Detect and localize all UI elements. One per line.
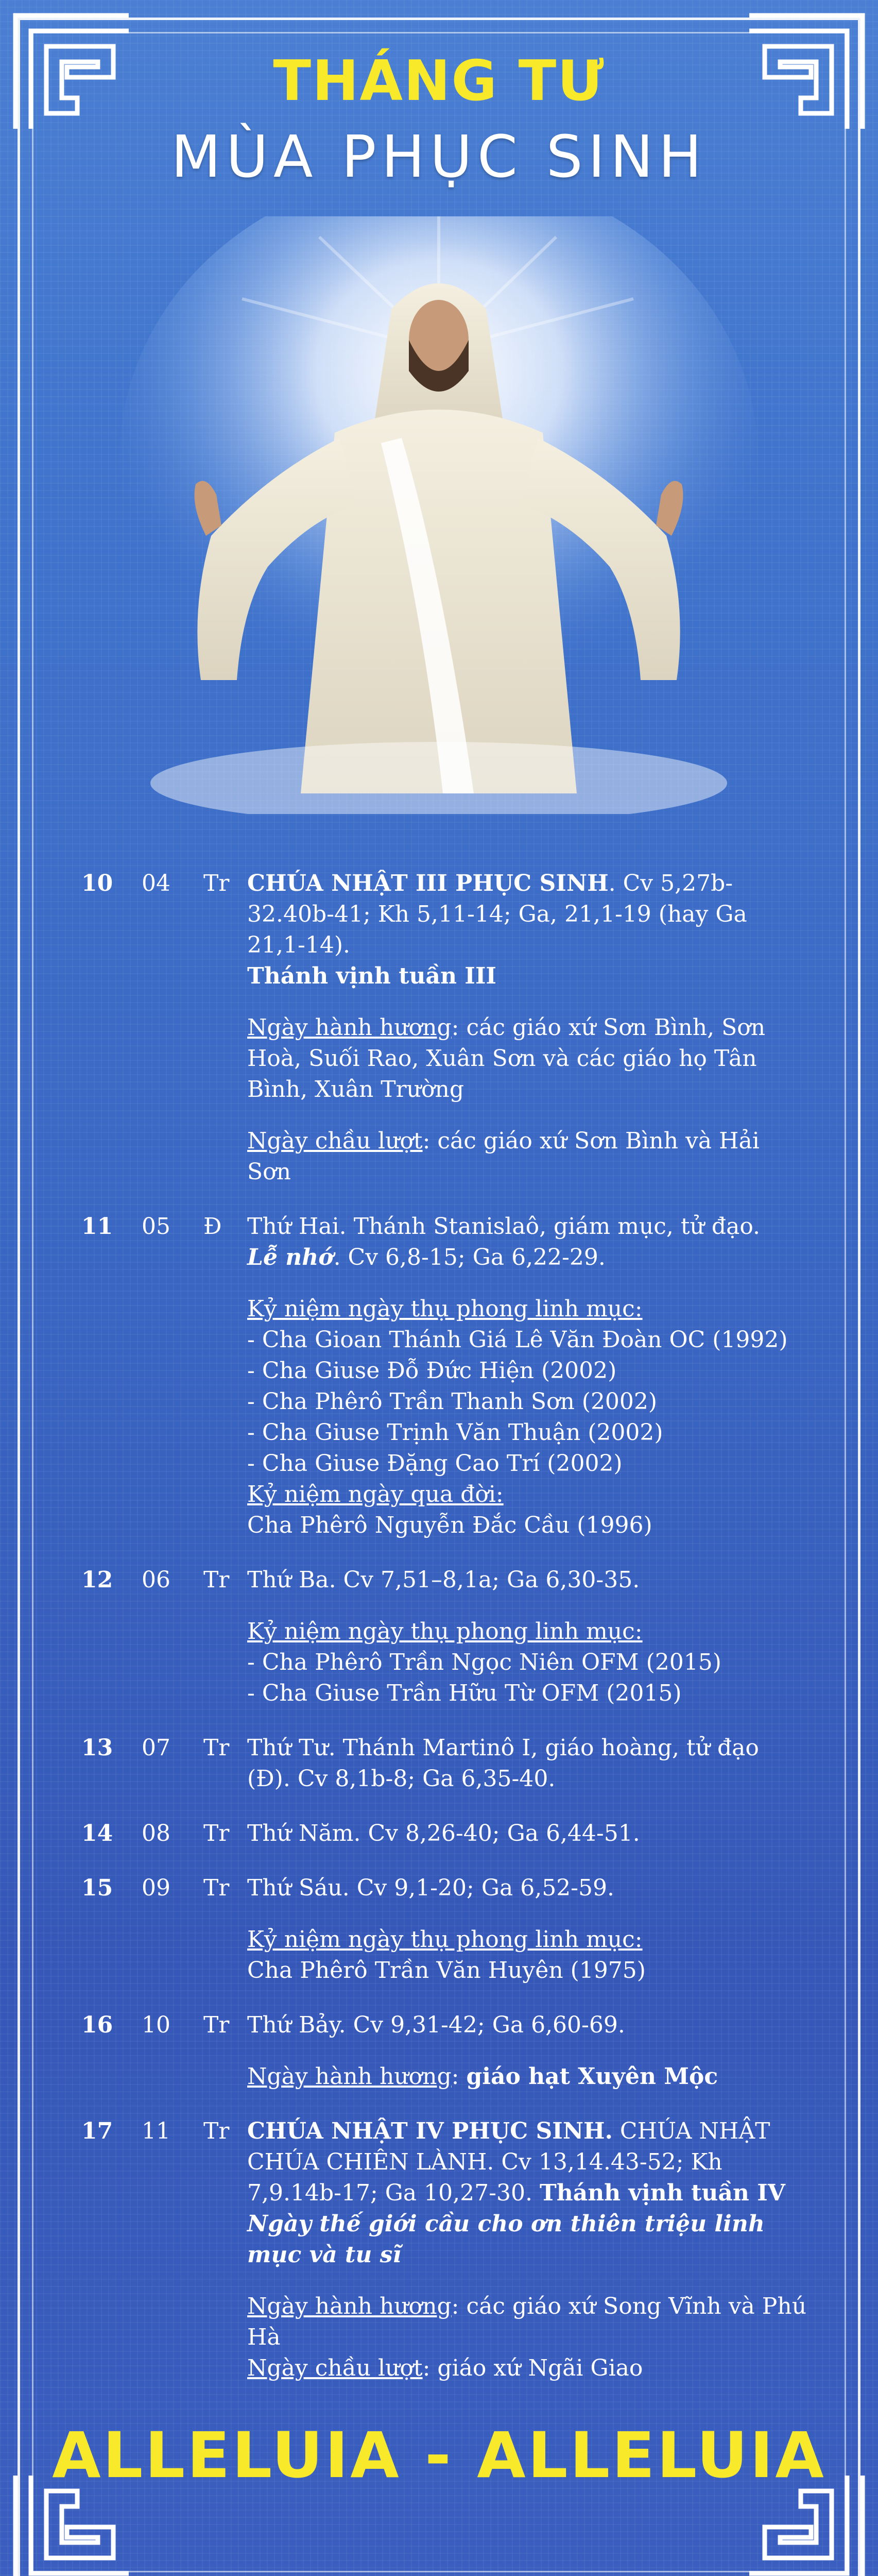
entry-line bbox=[247, 1242, 808, 1273]
entry-text: Ngày chầu lượt bbox=[247, 1128, 423, 1154]
entry-text: : giáo xứ Ngãi Giao bbox=[422, 2355, 643, 2381]
spacer bbox=[247, 1596, 808, 1616]
entry-text: CHÚA NHẬT III PHỤC SINH bbox=[247, 870, 609, 896]
month-title: THÁNG TƯ bbox=[273, 49, 605, 113]
entry-text: : các giáo xứ Sơn Bình và Hải Sơn bbox=[247, 1128, 760, 1185]
entry-text: - Cha Giuse Trịnh Văn Thuận (2002) bbox=[247, 1419, 663, 1446]
liturgical-color: Tr bbox=[203, 1875, 230, 1901]
spacer bbox=[247, 1904, 808, 1924]
entry-line bbox=[247, 2291, 808, 2353]
entry-line bbox=[247, 2061, 808, 2092]
entry-text: - Cha Phêrô Trần Ngọc Niên OFM (2015) bbox=[247, 1649, 721, 1675]
entry-text: - Cha Giuse Trần Hữu Từ OFM (2015) bbox=[247, 1680, 682, 1706]
lunar-day: 05 bbox=[142, 1213, 170, 1240]
day-number: 13 bbox=[81, 1735, 113, 1761]
calendar-entry bbox=[77, 2010, 808, 2092]
entry-line bbox=[247, 1647, 808, 1678]
entry-text: : các giáo xứ Song Vĩnh và Phú Hà bbox=[247, 2293, 807, 2350]
season-title: MÙA PHỤC SINH bbox=[171, 124, 707, 191]
entry-line bbox=[247, 1448, 808, 1479]
entry-line bbox=[247, 1211, 808, 1242]
entry-text: : các giáo xứ Sơn Bình, Sơn Hoà, Suối Rao, Xuân Sơn và các giáo họ Tân Bình, Xuân Trường bbox=[247, 1014, 766, 1103]
calendar-entry bbox=[77, 1565, 808, 1709]
entry-text: Lễ nhớ bbox=[247, 1244, 334, 1270]
entry-body bbox=[247, 1873, 808, 1986]
entry-body bbox=[247, 868, 808, 1188]
calendar-entry bbox=[77, 2116, 808, 2384]
entry-line bbox=[247, 1355, 808, 1386]
lunar-day: 09 bbox=[142, 1875, 170, 1901]
entry-line bbox=[247, 1565, 808, 1596]
lunar-day: 06 bbox=[142, 1567, 170, 1593]
spacer bbox=[247, 1273, 808, 1294]
spacer bbox=[247, 992, 808, 1012]
entry-text: - Cha Phêrô Trần Thanh Sơn (2002) bbox=[247, 1388, 658, 1415]
day-number: 17 bbox=[81, 2118, 113, 2144]
day-number: 12 bbox=[81, 1567, 113, 1593]
entry-body bbox=[247, 1733, 808, 1794]
entry-text: Thứ Hai. Thánh Stanislaô, giám mục, tử đạo. bbox=[247, 1213, 761, 1240]
entry-body bbox=[247, 1565, 808, 1709]
entry-text: Ngày chầu lượt bbox=[247, 2355, 423, 2381]
liturgical-color: Tr bbox=[203, 2118, 230, 2144]
spacer bbox=[247, 2041, 808, 2061]
entry-text: Cha Phêrô Nguyễn Đắc Cầu (1996) bbox=[247, 1512, 652, 1538]
entry-line bbox=[247, 1678, 808, 1709]
calendar-entry bbox=[77, 1211, 808, 1541]
day-number: 15 bbox=[81, 1875, 113, 1901]
lunar-day: 11 bbox=[142, 2118, 170, 2144]
entry-text: - Cha Giuse Đặng Cao Trí (2002) bbox=[247, 1450, 623, 1477]
entry-line bbox=[247, 1510, 808, 1541]
entry-body bbox=[247, 1211, 808, 1541]
entry-line bbox=[247, 868, 808, 961]
liturgical-color: Tr bbox=[203, 1820, 230, 1846]
entry-text: Ngày hành hương bbox=[247, 2063, 452, 2090]
entry-line bbox=[247, 2010, 808, 2041]
calendar-entry bbox=[77, 1733, 808, 1794]
entry-text: Thứ Bảy. Cv 9,31-42; Ga 6,60-69. bbox=[247, 2012, 625, 2038]
entry-line bbox=[247, 1955, 808, 1986]
entry-body bbox=[247, 2010, 808, 2092]
alleluia-footer: ALLELUIA - ALLELUIA bbox=[52, 2419, 826, 2492]
liturgical-schedule bbox=[77, 868, 808, 2408]
entry-line bbox=[247, 1126, 808, 1188]
entry-text: Cha Phêrô Trần Văn Huyên (1975) bbox=[247, 1957, 646, 1984]
liturgical-color: Đ bbox=[203, 1213, 222, 1240]
lunar-day: 04 bbox=[142, 870, 170, 896]
entry-text: Ngày thế giới cầu cho ơn thiên triệu linh mục và tu sĩ bbox=[247, 2211, 765, 2268]
liturgical-color: Tr bbox=[203, 870, 230, 896]
risen-christ-icon bbox=[113, 216, 765, 814]
entry-line bbox=[247, 961, 808, 992]
entry-body bbox=[247, 1818, 808, 1849]
entry-line bbox=[247, 1294, 808, 1325]
entry-text: . Cv 6,8-15; Ga 6,22-29. bbox=[333, 1244, 606, 1270]
entry-line bbox=[247, 1479, 808, 1510]
entry-text: Thánh vịnh tuần IV bbox=[539, 2180, 785, 2206]
entry-text: Thánh vịnh tuần III bbox=[247, 963, 496, 989]
calendar-entry bbox=[77, 1818, 808, 1849]
entry-text: Thứ Ba. Cv 7,51–8,1a; Ga 6,30-35. bbox=[247, 1567, 640, 1593]
entry-text: CHÚA NHẬT CHÚA CHIÊN LÀNH. Cv 13,14.43-52; Kh 7,9.14b-17; Ga 10,27-30. bbox=[247, 2118, 770, 2206]
entry-line bbox=[247, 1733, 808, 1794]
entry-text: - Cha Gioan Thánh Giá Lê Văn Đoàn OC (1992) bbox=[247, 1327, 788, 1353]
entry-line bbox=[247, 1924, 808, 1955]
entry-line bbox=[247, 1012, 808, 1105]
liturgical-color: Tr bbox=[203, 1735, 230, 1761]
entry-text: . Cv 5,27b-32.40b-41; Kh 5,11-14; Ga, 21,1-19 (hay Ga 21,1-14). bbox=[247, 870, 747, 958]
spacer bbox=[247, 2270, 808, 2291]
day-number: 11 bbox=[81, 1213, 113, 1240]
entry-line bbox=[247, 1873, 808, 1904]
entry-line bbox=[247, 2116, 808, 2209]
entry-text: giáo hạt Xuyên Mộc bbox=[466, 2063, 718, 2090]
entry-text: : bbox=[451, 2063, 467, 2090]
spacer bbox=[247, 1105, 808, 1126]
entry-text: Thứ Năm. Cv 8,26-40; Ga 6,44-51. bbox=[247, 1820, 640, 1846]
lunar-day: 08 bbox=[142, 1820, 170, 1846]
day-number: 16 bbox=[81, 2012, 113, 2038]
entry-text: Kỷ niệm ngày thụ phong linh mục: bbox=[247, 1296, 643, 1322]
entry-line bbox=[247, 1818, 808, 1849]
entry-text: Thứ Tư. Thánh Martinô I, giáo hoàng, tử đạo (Đ). Cv 8,1b-8; Ga 6,35-40. bbox=[247, 1735, 759, 1792]
entry-text: - Cha Giuse Đỗ Đức Hiện (2002) bbox=[247, 1358, 617, 1384]
entry-line bbox=[247, 1386, 808, 1417]
entry-line bbox=[247, 1325, 808, 1355]
entry-text: Kỷ niệm ngày thụ phong linh mục: bbox=[247, 1926, 643, 1953]
entry-text: CHÚA NHẬT IV PHỤC SINH. bbox=[247, 2118, 613, 2144]
lunar-day: 07 bbox=[142, 1735, 170, 1761]
calendar-entry bbox=[77, 868, 808, 1188]
liturgical-color: Tr bbox=[203, 2012, 230, 2038]
day-number: 10 bbox=[81, 870, 113, 896]
entry-text: Ngày hành hương bbox=[247, 1014, 452, 1041]
entry-line bbox=[247, 1417, 808, 1448]
entry-text: Kỷ niệm ngày thụ phong linh mục: bbox=[247, 1618, 643, 1645]
liturgical-color: Tr bbox=[203, 1567, 230, 1593]
calendar-entry bbox=[77, 1873, 808, 1986]
entry-line bbox=[247, 1616, 808, 1647]
entry-line bbox=[247, 2353, 808, 2384]
entry-body bbox=[247, 2116, 808, 2384]
entry-text: Kỷ niệm ngày qua đời: bbox=[247, 1481, 504, 1507]
day-number: 14 bbox=[81, 1820, 113, 1846]
entry-text: Ngày hành hương bbox=[247, 2293, 452, 2319]
entry-text: Thứ Sáu. Cv 9,1-20; Ga 6,52-59. bbox=[247, 1875, 615, 1901]
entry-line bbox=[247, 2209, 808, 2270]
lunar-day: 10 bbox=[142, 2012, 170, 2038]
